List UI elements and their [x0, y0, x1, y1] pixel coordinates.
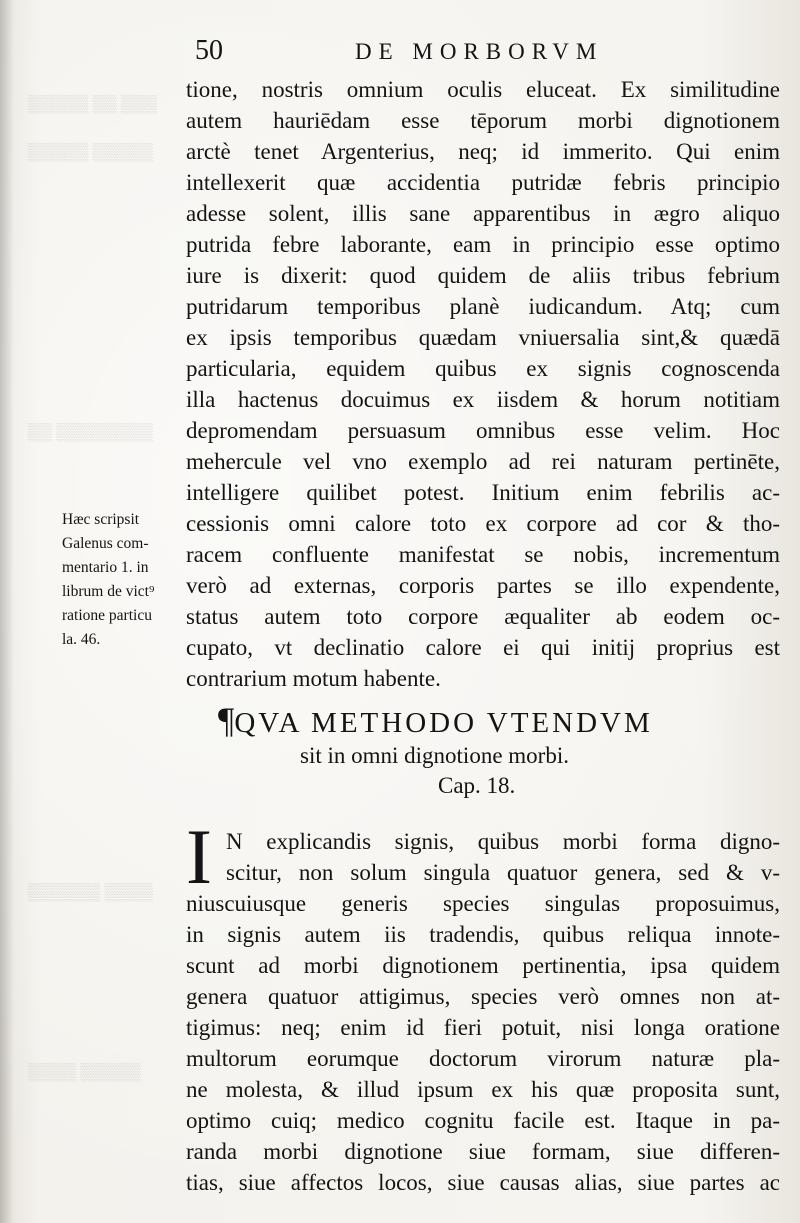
- body-line: putridarum temporibus planè iudicandum. Atq; cum: [186, 294, 780, 319]
- body-line: racem confluente manifestat se nobis, incrementum: [186, 542, 780, 567]
- show-through-decoration: ▒▒▒ ▒▒ ▒▒▒▒▒: [28, 94, 157, 113]
- chapter-body-text: [186, 813, 780, 1198]
- body-line: in signis autem iis tradendis, quibus reliqua innote-: [186, 922, 780, 947]
- body-line: cessionis omni calore toto ex corpore ad cor & tho-: [186, 511, 780, 536]
- page-number: 50: [195, 35, 223, 66]
- body-line: intellexerit quæ accidentia putridæ febris principio: [186, 170, 780, 195]
- body-line: randa morbi dignotione siue formam, siue differen-: [186, 1139, 780, 1164]
- body-line: arctè tenet Argenterius, neq; id immerito. Qui enim: [186, 139, 780, 164]
- body-line: multorum eorumque doctorum virorum naturæ pla-: [186, 1046, 780, 1071]
- page-gutter-shadow: [0, 0, 14, 1223]
- body-line: optimo cuiq; medico cognitu facile est. Itaque in pa-: [186, 1108, 780, 1133]
- body-line: illa hactenus docuimus ex iisdem & horum notitiam: [186, 387, 780, 412]
- body-line: scitur, non solum singula quatuor genera, sed & v-: [226, 860, 780, 885]
- marginal-note-line: librum de vict⁹: [62, 583, 155, 600]
- marginal-note-line: la. 46.: [62, 631, 101, 648]
- chapter-heading-title: QVA METHODO VTENDVM: [234, 707, 653, 739]
- body-line: genera quatuor attigimus, species verò omnes non at-: [186, 984, 780, 1009]
- show-through-decoration: ▒▒▒▒▒▒▒▒ ▒▒: [28, 422, 153, 441]
- body-line: tione, nostris omnium oculis eluceat. Ex similitudine: [186, 77, 780, 102]
- body-line: tias, siue affectos locos, siue causas alias, siue partes ac: [186, 1170, 780, 1195]
- body-line: ne molesta, & illud ipsum ex his quæ proposita sunt,: [186, 1077, 780, 1102]
- marginal-note-line: mentario 1. in: [62, 559, 149, 576]
- body-line: depromendam persuasum omnibus esse velim. Hoc: [186, 418, 780, 443]
- body-line: adesse solent, illis sane apparentibus in ægro aliquo: [186, 201, 780, 226]
- body-line: verò ad externas, corporis partes se illo expendente,: [186, 573, 780, 598]
- marginal-note-line: Galenus com-: [62, 535, 149, 552]
- running-head: [195, 34, 755, 68]
- body-line: niuscuiusque generis species singulas proposuimus,: [186, 891, 780, 916]
- drop-capital: I: [186, 813, 212, 900]
- body-line: N explicandis signis, quibus morbi forma digno-: [226, 829, 780, 854]
- body-line: status autem toto corpore æqualiter ab eodem oc-: [186, 604, 780, 629]
- marginal-note: [62, 508, 192, 652]
- body-line: mehercule vel vno exemplo ad rei naturam pertinēte,: [186, 449, 780, 474]
- body-line: putrida febre laborante, eam in principio esse optimo: [186, 232, 780, 257]
- body-line: intelligere quilibet potest. Initium enim febrilis ac-: [186, 480, 780, 505]
- running-head-title: DE MORBORVM: [355, 39, 604, 64]
- body-line: particularia, equidem quibus ex signis cognoscenda: [186, 356, 780, 381]
- marginal-note-line: ratione particu: [62, 607, 152, 624]
- body-line: iure is dixerit: quod quidem de aliis tribus febrium: [186, 263, 780, 288]
- chapter-number: Cap. 18.: [438, 773, 516, 798]
- body-line: ex ipsis temporibus quædam vniuersalia sint,& quædā: [186, 325, 780, 350]
- body-line: scunt ad morbi dignotionem pertinentia, ipsa quidem: [186, 953, 780, 978]
- show-through-decoration: ▒▒▒▒ ▒▒▒▒▒▒: [28, 882, 153, 901]
- pilcrow-mark: ¶: [218, 700, 235, 740]
- body-line: contrarium motum habente.: [186, 666, 441, 691]
- show-through-decoration: ▒▒▒▒▒ ▒▒▒▒▒: [28, 142, 153, 161]
- chapter-subtitle: sit in omni dignotione morbi.: [300, 743, 569, 768]
- marginal-note-line: Hæc scripsit: [62, 511, 140, 528]
- show-through-decoration: ▒▒▒▒▒ ▒▒▒▒: [28, 1062, 141, 1081]
- body-line: tigimus: neq; enim id fieri potuit, nisi longa oratione: [186, 1015, 780, 1040]
- body-line: autem hauriēdam esse tēporum morbi dignotionem: [186, 108, 780, 133]
- chapter-heading: [218, 700, 778, 740]
- body-text-block: [186, 74, 780, 694]
- body-line: cupato, vt declinatio calore ei qui initij proprius est: [186, 635, 780, 660]
